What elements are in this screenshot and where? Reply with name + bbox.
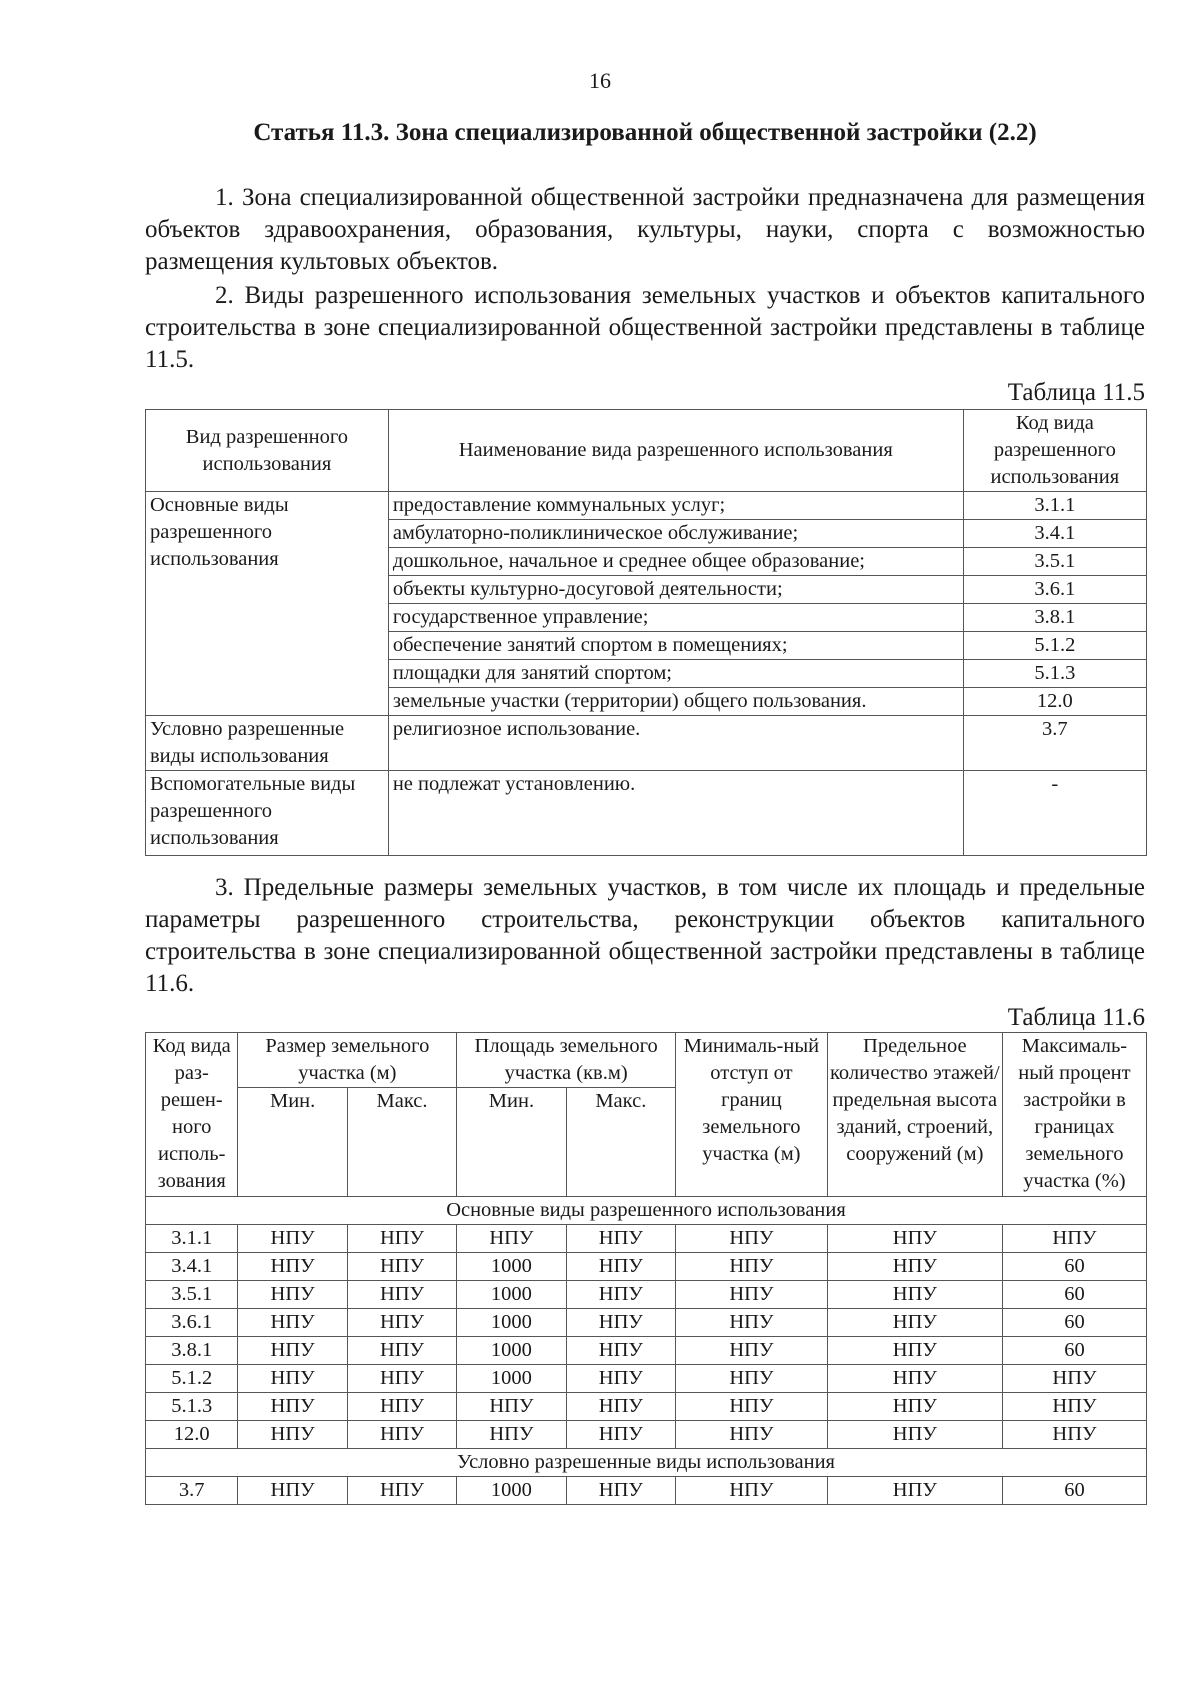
t6-cell: НПУ	[566, 1225, 675, 1253]
t6-cell: 1000	[457, 1309, 566, 1337]
t5-use-name: религиозное использование.	[388, 716, 963, 771]
t6-header-max-percent: Максималь-ный процент застройки в границах земельного участка (%)	[1002, 1033, 1146, 1197]
t5-group-auxiliary: Вспомогательные виды разрешенного использования	[146, 771, 389, 856]
t6-cell: НПУ	[347, 1225, 456, 1253]
table-row	[146, 1477, 1147, 1505]
t6-header-area: Площадь земельного участка (кв.м)	[457, 1033, 676, 1088]
t6-cell: НПУ	[676, 1281, 828, 1309]
t5-use-code: 3.8.1	[963, 604, 1146, 632]
t5-use-code: 3.7	[963, 716, 1146, 771]
t6-cell: 60	[1002, 1337, 1146, 1365]
t5-use-code: 3.5.1	[963, 548, 1146, 576]
t6-header-code: Код вида раз-решен-ного исполь-зования	[146, 1033, 238, 1197]
t5-use-name: предоставление коммунальных услуг;	[388, 492, 963, 520]
t6-cell: 3.4.1	[146, 1253, 238, 1281]
table-row	[146, 1253, 1147, 1281]
t6-cell: НПУ	[827, 1253, 1002, 1281]
t6-cell: НПУ	[566, 1337, 675, 1365]
t6-cell: 1000	[457, 1253, 566, 1281]
table-row	[146, 1393, 1147, 1421]
t6-cell: НПУ	[238, 1421, 347, 1449]
t6-cell: НПУ	[566, 1365, 675, 1393]
t5-use-code: 12.0	[963, 688, 1146, 716]
t6-cell: НПУ	[827, 1477, 1002, 1505]
t6-cell: НПУ	[676, 1337, 828, 1365]
t5-use-name: амбулаторно-поликлиническое обслуживание;	[388, 520, 963, 548]
t6-cell: НПУ	[676, 1309, 828, 1337]
t6-cell: 1000	[457, 1477, 566, 1505]
t6-cell: НПУ	[827, 1225, 1002, 1253]
t6-cell: 12.0	[146, 1421, 238, 1449]
t5-header-name: Наименование вида разрешенного использования	[388, 410, 963, 492]
t6-cell: 1000	[457, 1365, 566, 1393]
t6-cell: НПУ	[676, 1393, 828, 1421]
table-11-6-caption: Таблица 11.6	[1007, 1004, 1145, 1031]
t6-cell: НПУ	[347, 1337, 456, 1365]
t5-use-code: 3.1.1	[963, 492, 1146, 520]
t6-header-size-max: Макс.	[347, 1088, 456, 1197]
t6-cell: НПУ	[827, 1421, 1002, 1449]
table-11-5	[145, 409, 1147, 856]
table-row	[146, 771, 1147, 856]
t6-cell: НПУ	[566, 1421, 675, 1449]
t6-cell: 1000	[457, 1281, 566, 1309]
t6-cell: НПУ	[676, 1365, 828, 1393]
t6-cell: 60	[1002, 1309, 1146, 1337]
t6-cell: НПУ	[238, 1477, 347, 1505]
t6-header-area-min: Мин.	[457, 1088, 566, 1197]
t6-header-size: Размер земельного участка (м)	[238, 1033, 457, 1088]
t5-group-main: Основные виды разрешенного использования	[146, 492, 389, 716]
t5-use-name: обеспечение занятий спортом в помещениях;	[388, 632, 963, 660]
t6-cell: НПУ	[347, 1281, 456, 1309]
table-11-6	[145, 1032, 1147, 1505]
t6-group-main: Основные виды разрешенного использования	[146, 1197, 1147, 1225]
t6-cell: НПУ	[457, 1225, 566, 1253]
t6-cell: НПУ	[347, 1393, 456, 1421]
t6-cell: 3.5.1	[146, 1281, 238, 1309]
t6-cell: НПУ	[676, 1253, 828, 1281]
t5-use-code: 3.6.1	[963, 576, 1146, 604]
t6-cell: 1000	[457, 1337, 566, 1365]
t6-cell: НПУ	[347, 1309, 456, 1337]
t6-cell: НПУ	[676, 1421, 828, 1449]
t6-cell: НПУ	[676, 1225, 828, 1253]
table-row	[146, 716, 1147, 771]
t6-cell: 60	[1002, 1253, 1146, 1281]
t6-cell: НПУ	[347, 1365, 456, 1393]
t6-header-max-floors: Предельное количество этажей/ предельная высота зданий, строений, сооружений (м)	[827, 1033, 1002, 1197]
table-row	[146, 1281, 1147, 1309]
t6-cell: НПУ	[827, 1281, 1002, 1309]
t5-use-name: объекты культурно-досуговой деятельности;	[388, 576, 963, 604]
t6-cell: НПУ	[566, 1393, 675, 1421]
table-row	[146, 1337, 1147, 1365]
t6-cell: НПУ	[566, 1253, 675, 1281]
t6-cell: НПУ	[238, 1365, 347, 1393]
t6-cell: НПУ	[238, 1253, 347, 1281]
t6-cell: НПУ	[347, 1477, 456, 1505]
t6-cell: НПУ	[566, 1309, 675, 1337]
t6-cell: НПУ	[1002, 1393, 1146, 1421]
t5-use-name: дошкольное, начальное и среднее общее образование;	[388, 548, 963, 576]
t6-cell: НПУ	[827, 1393, 1002, 1421]
t6-cell: 3.7	[146, 1477, 238, 1505]
table-row	[146, 1225, 1147, 1253]
t5-use-code: 5.1.3	[963, 660, 1146, 688]
t6-cell: НПУ	[347, 1421, 456, 1449]
t5-use-name: не подлежат установлению.	[388, 771, 963, 856]
t6-cell: НПУ	[238, 1225, 347, 1253]
t6-cell: НПУ	[238, 1337, 347, 1365]
t6-cell: НПУ	[827, 1309, 1002, 1337]
t6-cell: НПУ	[676, 1477, 828, 1505]
t6-cell: НПУ	[1002, 1365, 1146, 1393]
paragraph-2: 2. Виды разрешенного использования земельных участков и объектов капитального строительства в зоне специализированной общественной застройки представлены в таблице 11.5.	[145, 282, 1145, 373]
t6-cell: 3.8.1	[146, 1337, 238, 1365]
t6-header-area-max: Макс.	[566, 1088, 675, 1197]
t6-group-conditional: Условно разрешенные виды использования	[146, 1449, 1147, 1477]
t5-use-name: площадки для занятий спортом;	[388, 660, 963, 688]
t5-header-kind: Вид разрешенного использования	[146, 410, 389, 492]
t6-cell: НПУ	[566, 1477, 675, 1505]
table-row	[146, 1421, 1147, 1449]
paragraph-1: 1. Зона специализированной общественной застройки предназначена для размещения объектов здравоохранения, образования, культуры, науки, спорта с возможностью размещения культовых объектов.	[145, 184, 1145, 275]
table-group-row	[146, 1449, 1147, 1477]
table-row	[146, 492, 1147, 520]
t5-use-code: 5.1.2	[963, 632, 1146, 660]
t6-cell: НПУ	[1002, 1421, 1146, 1449]
t5-group-conditional: Условно разрешенные виды использования	[146, 716, 389, 771]
t6-cell: 60	[1002, 1281, 1146, 1309]
t6-cell: НПУ	[457, 1421, 566, 1449]
t6-cell: НПУ	[457, 1393, 566, 1421]
t6-header-size-min: Мин.	[238, 1088, 347, 1197]
t6-cell: 5.1.2	[146, 1365, 238, 1393]
t6-cell: НПУ	[566, 1281, 675, 1309]
table-row	[146, 1309, 1147, 1337]
t5-use-name: земельные участки (территории) общего пользования.	[388, 688, 963, 716]
table-group-row	[146, 1197, 1147, 1225]
t5-use-name: государственное управление;	[388, 604, 963, 632]
t6-cell: НПУ	[1002, 1225, 1146, 1253]
t6-cell: НПУ	[827, 1337, 1002, 1365]
article-title: Статья 11.3. Зона специализированной общественной застройки (2.2)	[253, 119, 1037, 146]
t5-header-code: Код вида разрешенного использования	[963, 410, 1146, 492]
t6-cell: НПУ	[347, 1253, 456, 1281]
t6-header-min-offset: Минималь-ный отступ от границ земельного участка (м)	[676, 1033, 828, 1197]
t6-cell: 5.1.3	[146, 1393, 238, 1421]
t6-cell: 3.1.1	[146, 1225, 238, 1253]
t6-cell: НПУ	[238, 1393, 347, 1421]
paragraph-3: 3. Предельные размеры земельных участков, в том числе их площадь и предельные параметры разрешенного строительства, реконструкции объектов капитального строительства в зоне специализированной общественной застройки представлены в таблице 11.6.	[145, 874, 1145, 997]
t6-cell: 3.6.1	[146, 1309, 238, 1337]
page-number: 16	[589, 68, 611, 93]
t5-use-code: 3.4.1	[963, 520, 1146, 548]
table-row	[146, 1365, 1147, 1393]
t5-use-code: -	[963, 771, 1146, 856]
t6-cell: НПУ	[238, 1281, 347, 1309]
t6-cell: НПУ	[827, 1365, 1002, 1393]
table-11-5-caption: Таблица 11.5	[1007, 379, 1145, 406]
t6-cell: НПУ	[238, 1309, 347, 1337]
t6-cell: 60	[1002, 1477, 1146, 1505]
